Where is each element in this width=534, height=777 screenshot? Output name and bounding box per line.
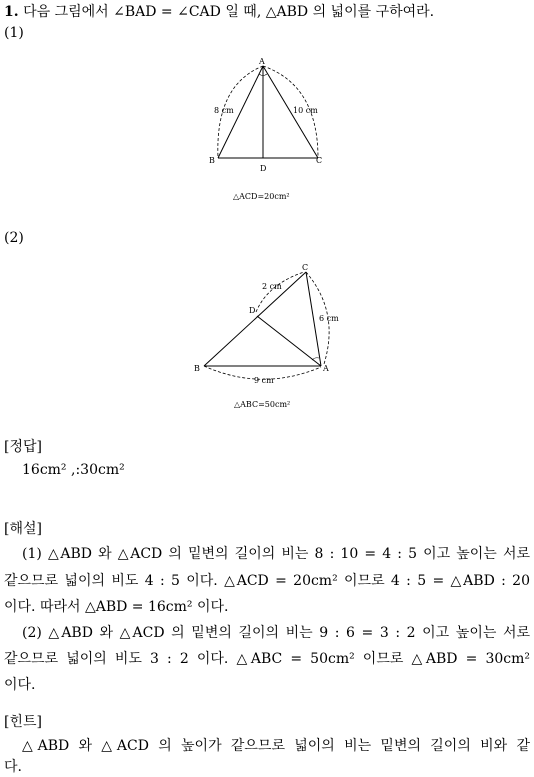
- part1-label: (1): [4, 25, 24, 41]
- figure2-label-b: B: [194, 364, 200, 373]
- figure2-label-c: C: [302, 263, 309, 272]
- figure2-side-ca-label: 6 cm: [319, 314, 339, 323]
- figure2-side-cd-label: 2 cm: [262, 282, 282, 291]
- part2-label: (2): [4, 230, 24, 246]
- figure1-side-ac-label: 10 cm: [293, 106, 318, 115]
- figure2-side-ba-label: 9 cm: [254, 376, 274, 385]
- hint-heading: [힌트]: [4, 714, 42, 730]
- explanation-p1-line3: 이다. 따라서 △ABD = 16cm² 이다.: [4, 599, 229, 615]
- figure1-label-d: D: [260, 164, 267, 173]
- figure2-caption: △ABC=50cm²: [234, 400, 291, 409]
- figure2-bisector-ad: [257, 316, 321, 366]
- explanation-p2-line1: (2) △ABD 와 △ACD 의 밑변의 길이의 비는 9 : 6 = 3 : 2 이고 높이는 서로: [22, 625, 530, 641]
- figure2-diagram: [185, 258, 355, 418]
- figure2-arc-cd: [256, 272, 304, 312]
- problem-number: 1.: [4, 4, 19, 20]
- problem-statement: [4, 3, 434, 21]
- figure1-side-ab-label: 8 cm: [214, 106, 234, 115]
- explanation-p2-line3: 이다.: [4, 677, 36, 693]
- explanation-p1-line2: 같으므로 넓이의 비도 4 : 5 이다. △ACD = 20cm² 이므로 4 : 5 = △ABD : 20: [4, 573, 530, 589]
- figure1-diagram: [200, 52, 340, 207]
- figure1-label-a: A: [259, 57, 265, 66]
- figure2-side-bc: [204, 272, 306, 366]
- explanation-p1-line1: (1) △ABD 와 △ACD 의 밑변의 길이의 비는 8 : 10 = 4 : 5 이고 높이는 서로: [22, 546, 530, 562]
- figure2-label-a: A: [323, 364, 329, 373]
- figure1-label-c: C: [316, 156, 323, 165]
- problem-text: 다음 그림에서 ∠BAD = ∠CAD 일 때, △ABD 의 넓이를 구하여라.: [23, 4, 435, 20]
- hint-line1: △ABD 와 △ACD 의 높이가 같으므로 넓이의 비는 밑변의 길이의 비와 같: [22, 738, 530, 754]
- figure1-caption: △ACD=20cm²: [233, 192, 290, 201]
- hint-line2: 다.: [4, 759, 22, 775]
- figure2-label-d: D: [249, 306, 256, 315]
- figure1-label-b: B: [209, 156, 215, 165]
- answer-text: 16cm² ,:30cm²: [22, 462, 125, 478]
- explanation-p2-line2: 같으므로 넓이의 비도 3 : 2 이다. △ABC = 50cm² 이므로 △ABD = 30cm²: [4, 651, 530, 667]
- explanation-heading: [해설]: [4, 521, 42, 537]
- answer-heading: [정답]: [4, 439, 42, 455]
